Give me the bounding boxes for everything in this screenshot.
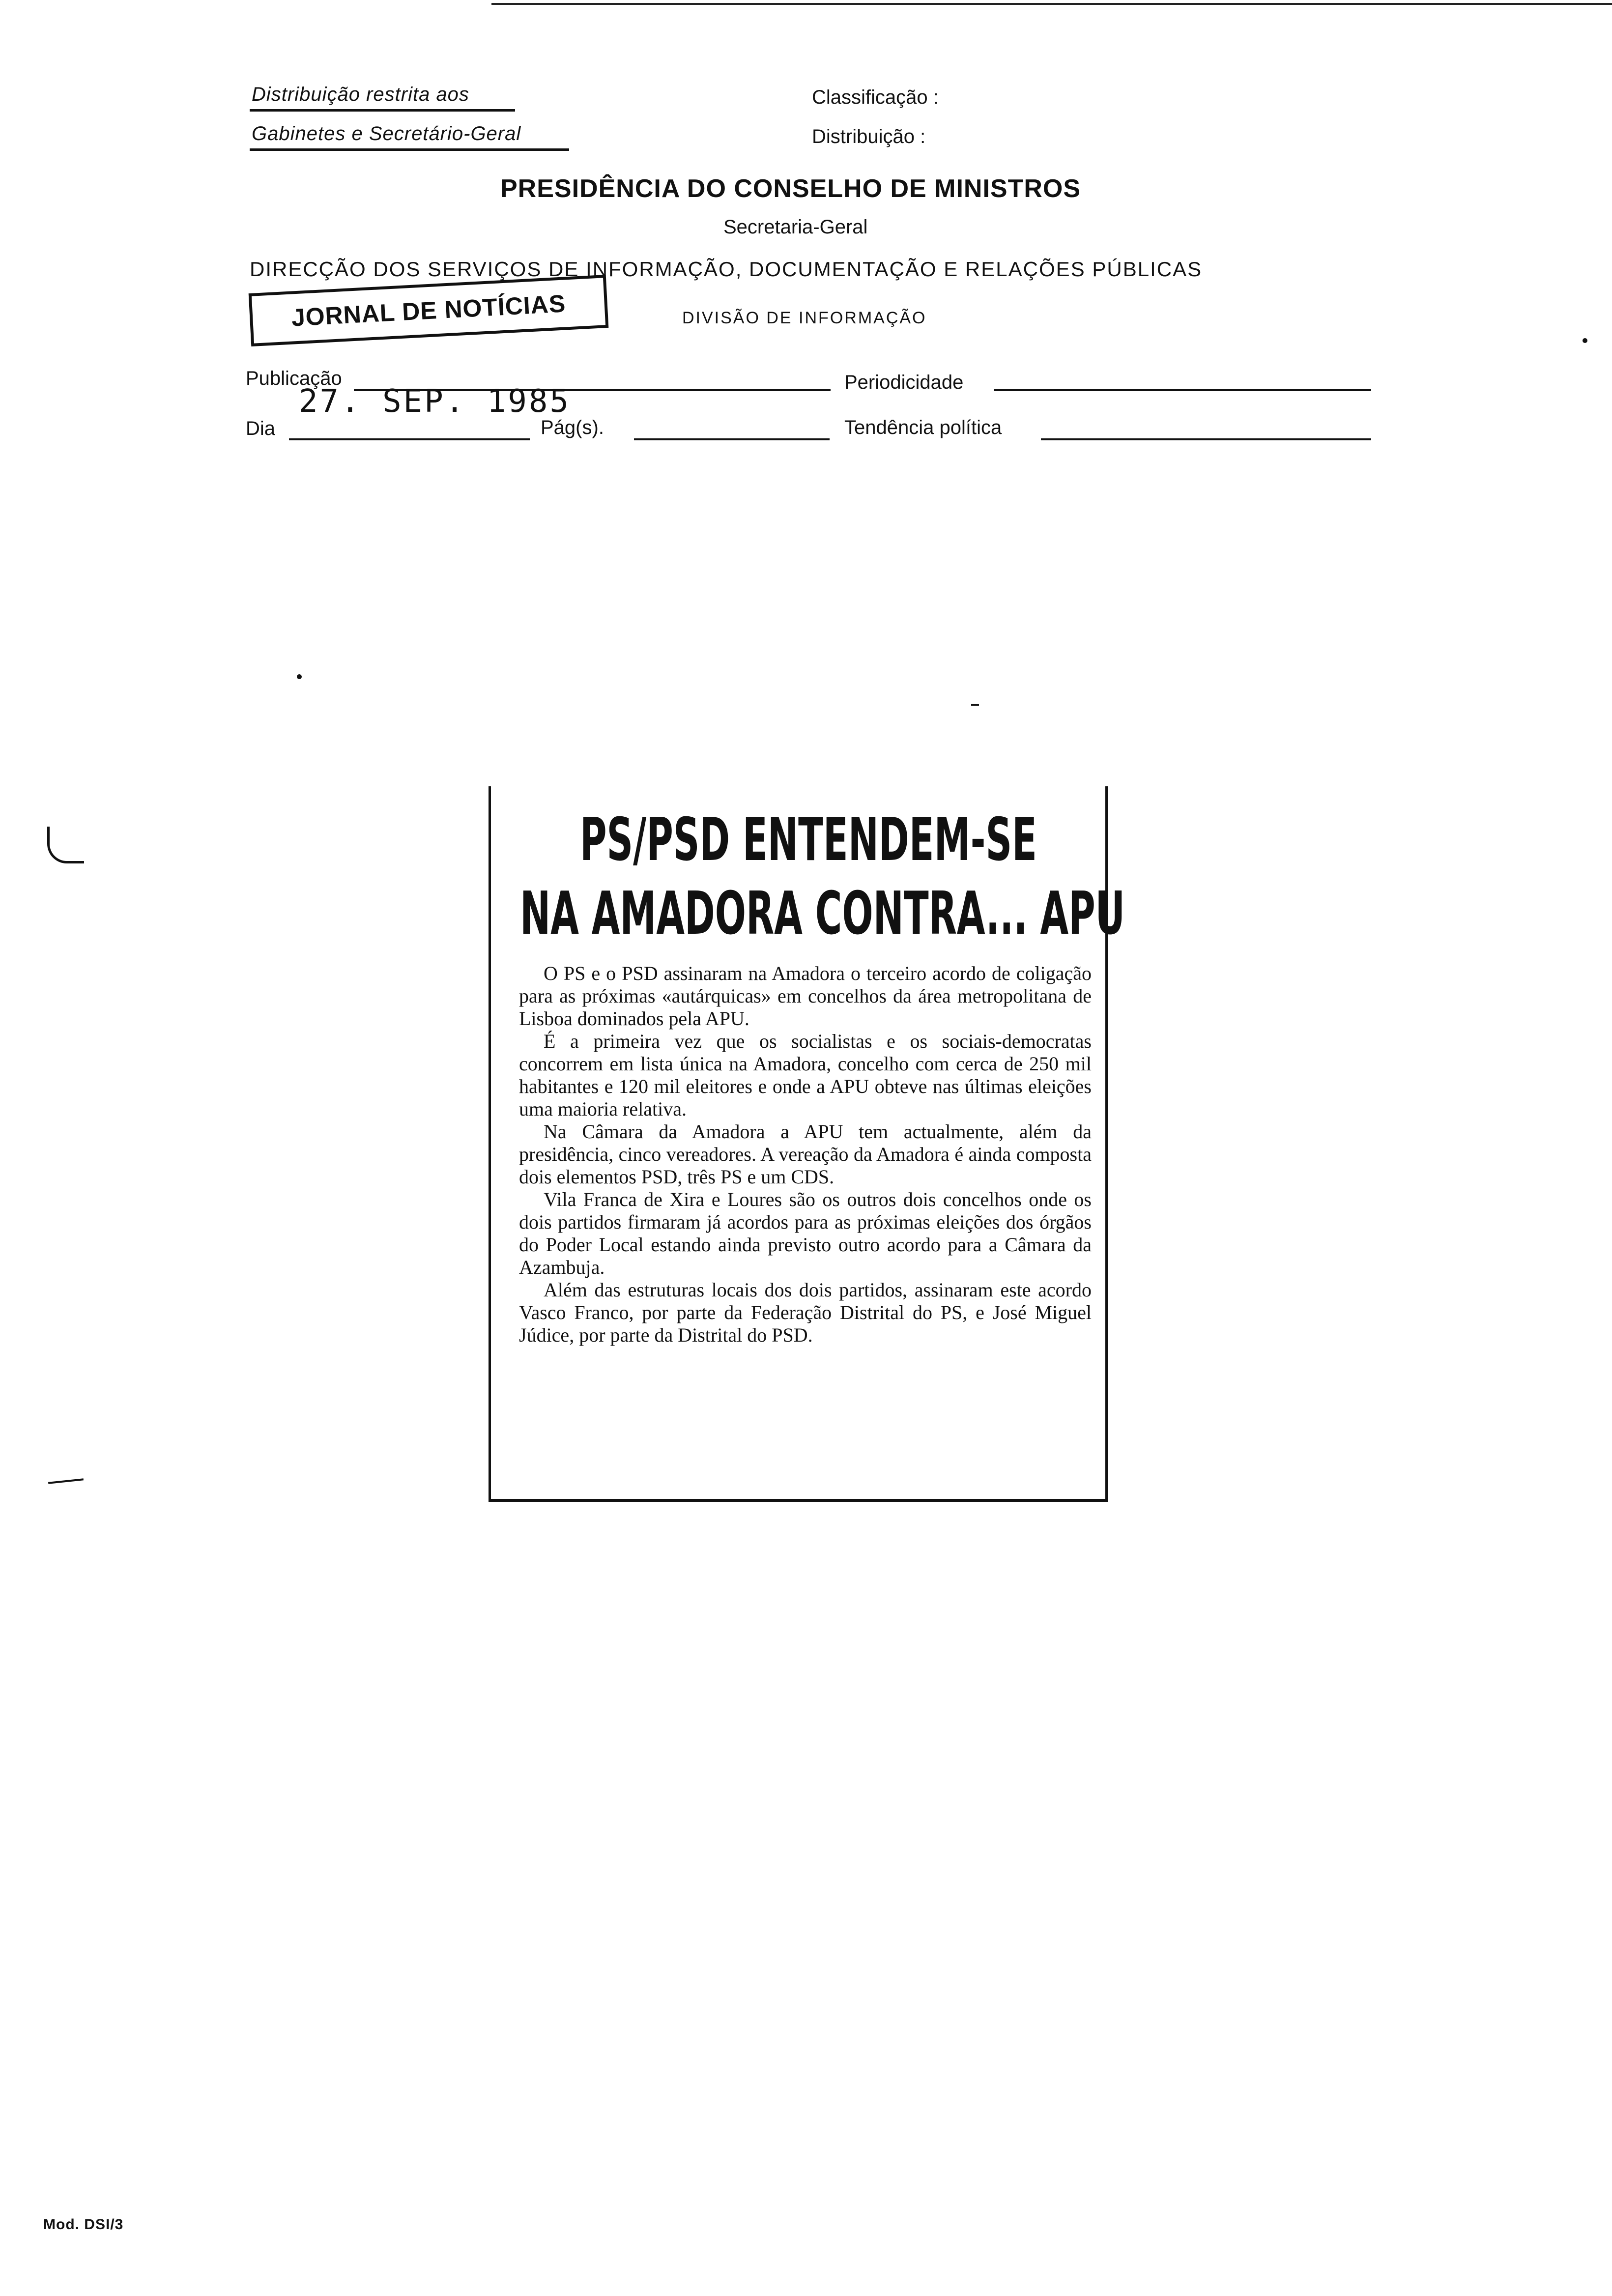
article-paragraph: É a primeira vez que os socialistas e os sociais-democratas concorrem em lista única na Amadora, concelho com cerca de 250 mil habitantes e 120 mil eleitores e onde a APU obteve nas últimas eleições uma maioria relativa. [519, 1030, 1092, 1120]
clipping-article-body [519, 962, 1092, 1347]
day-underline [289, 438, 530, 440]
date-stamp: 27. SEP. 1985 [299, 383, 571, 420]
speck-mark [1583, 338, 1587, 343]
periodicity-label: Periodicidade [844, 372, 964, 393]
scan-artifact [47, 827, 84, 863]
form-model-code: Mod. DSI/3 [43, 2216, 124, 2233]
speck-mark [971, 704, 979, 706]
distribution-restriction-line1: Distribuição restrita aos [252, 84, 469, 105]
day-label: Dia [246, 418, 276, 439]
clipping-headline-line2: NA AMADORA CONTRA... APU [520, 880, 1125, 948]
clipping-headline-line1: PS/PSD ENTENDEM-SE [580, 806, 1037, 874]
distribution-underline-2 [250, 148, 569, 151]
political-tendency-label: Tendência política [844, 417, 1002, 438]
publication-stamp: JORNAL DE NOTÍCIAS [249, 275, 609, 346]
article-paragraph: Além das estruturas locais dos dois partidos, assinaram este acordo Vasco Franco, por parte da Federação Distrital do PS, e José Miguel Júdice, por parte da Distrital do PSD. [519, 1279, 1092, 1346]
publication-label: Publicação [246, 368, 342, 389]
page-subtitle: Secretaria-Geral [723, 216, 868, 238]
article-paragraph: O PS e o PSD assinaram na Amadora o terceiro acordo de coligação para as próximas «autárquicas» em concelhos da área metropolitana de Lisboa dominados pela APU. [519, 962, 1092, 1030]
article-paragraph: Na Câmara da Amadora a APU tem actualmente, além da presidência, cinco vereadores. A vereação da Amadora é ainda composta dois elementos PSD, três PS e um CDS. [519, 1120, 1092, 1188]
distribution-restriction-line2: Gabinetes e Secretário-Geral [252, 123, 521, 144]
periodicity-underline [994, 389, 1371, 391]
direction-line: DIRECÇÃO DOS SERVIÇOS DE INFORMAÇÃO, DOCUMENTAÇÃO E RELAÇÕES PÚBLICAS [250, 258, 1203, 281]
distribution-label: Distribuição : [812, 126, 926, 147]
speck-mark [297, 674, 302, 679]
pages-label: Pág(s). [541, 417, 604, 438]
top-border-line [491, 3, 1612, 5]
classification-label: Classificação : [812, 86, 939, 108]
pages-underline [634, 438, 830, 440]
page-title: PRESIDÊNCIA DO CONSELHO DE MINISTROS [500, 174, 1081, 203]
scan-artifact [48, 1478, 84, 1484]
distribution-underline-1 [250, 109, 515, 112]
article-paragraph: Vila Franca de Xira e Loures são os outros dois concelhos onde os dois partidos firmaram já acordos para as próximas eleições dos órgãos do Poder Local estando ainda previsto outro acordo para a Câmara da Azambuja. [519, 1188, 1092, 1278]
division-label: DIVISÃO DE INFORMAÇÃO [682, 309, 927, 327]
political-underline [1041, 438, 1371, 440]
